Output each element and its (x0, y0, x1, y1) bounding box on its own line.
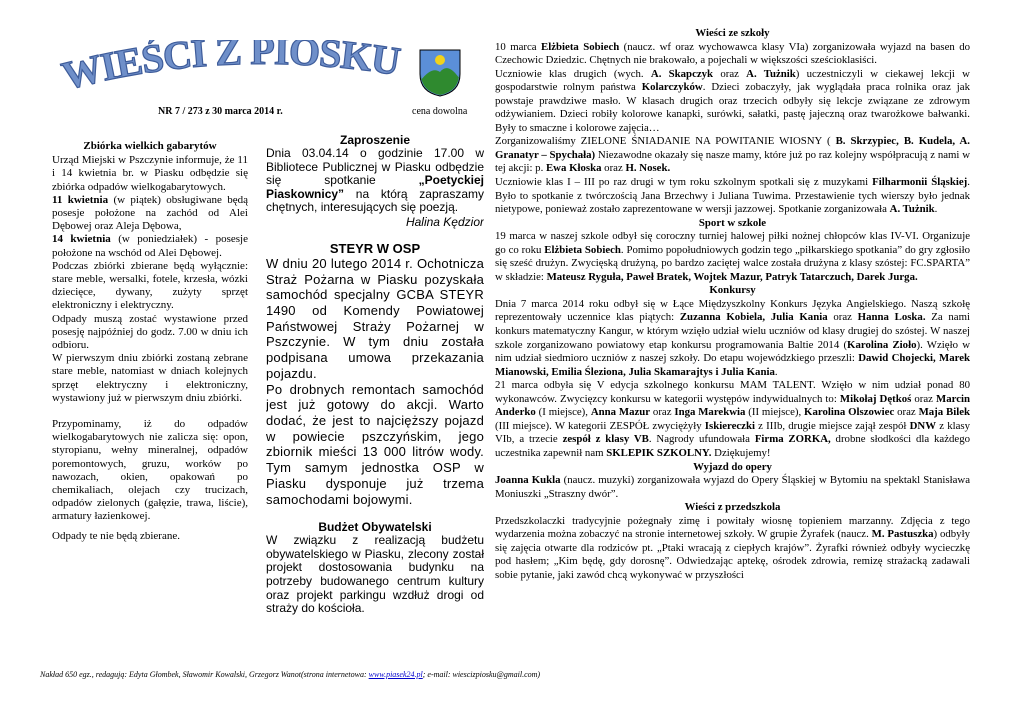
collection-paragraph: Urząd Miejski w Pszczynie informuje, że 11 i 14 kwietnia br. w Piasku odbędzie się zbiórka odpadów wielkogabarytowych. (52, 154, 248, 193)
kindergarten-paragraph: Przedszkolaczki tradycyjnie pożegnały zimę i powitały wiosnę topieniem marzanny. Zdjęcia z tego wydarzenia można zobaczyć na stronie internetowej szkoły. W grupie Żyrafek (naucz. M. Pastuszka) odbyły się zajęcia otwarte dla rodziców pt. „Ptaki wracają z ciepłych krajów”. Żyrafki również odbyły wycieczkę pod hasłem; „Kim będę, gdy dorosnę”. Odwiedzając aptekę, ośrodek zdrowia, remizę strażacką zadawali sobie pytanie, jaki zawód chcą wykonywać w przyszłości (495, 514, 970, 581)
school-paragraph: Zorganizowaliśmy ZIELONE ŚNIADANIE NA POWITANIE WIOSNY ( B. Skrzypiec, B. Kudela, A. Granatyr – Spychała) Niezawodne okazały się nasze mamy, które już po raz kolejny współpracują z nami w tej akcji: p. Ewa Kłoska oraz H. Nosek. (495, 135, 970, 175)
collection-paragraph: 11 kwietnia (w piątek) obsługiwane będą posesje położone na zachód od Alei Dębowej oraz Aleja Dębowa, (52, 193, 248, 233)
footer-credits: Nakład 650 egz., redagują: Edyta Głombek, Sławomir Kowalski, Grzegorz Wanot(strona internetowa: (40, 670, 369, 679)
sport-heading: Sport w szkole (698, 216, 767, 229)
contest-paragraph: 21 marca odbyła się V edycja szkolnego konkursu MAM TALENT. Wzięło w nim udział ponad 80 wykonawców. Zwycięzcy konkursu w kategorii występów indywidualnych to: Mikołaj Dętkoś oraz Marcin Anderko (I miejsce), Anna Mazur oraz Inga Marekwia (II miejsce), Karolina Olszowiec oraz Maja Bilek (III miejsce). W kategorii ZESPÓŁ zwyciężyły Iskiereczki z IIIb, drugie miejsce zajął zespół DNW z klasy VIb, a trzecie zespół z klasy VB. Nagrody ufundowała Firma ZORKA, drobne słodkości dla każdego uczestnika zapewnił nam SKLEPIK SZKOLNY. Dziękujemy! (495, 379, 970, 459)
school-paragraph: Uczniowie klas I – III po raz drugi w tym roku szkolnym spotkali się z muzykami Filharmonii Śląskiej. Było to spotkanie z twórczością Jana Brzechwy i Juliana Tuwima. Przestawienie tych wierszy było jednak nietypowe, ponieważ zostało zaprezentowane w wersji jazzowej. Spotkanie zorganizowała A. Tużnik. (495, 176, 970, 216)
right-column (495, 27, 970, 669)
steyr-heading: STEYR W OSP (329, 240, 421, 256)
footer-email: ; e-mail: wiescizpiosku@gmail.com) (422, 670, 541, 679)
steyr-text: Po drobnych remontach samochód jest już gotowy do akcji. Warto dodać, że jest to najcięższy pojazd w powiecie pszczyńskim, jego zbiornik mieści 13 000 litrów wody. Tym samym jednostka OSP w Piasku dysponuje już trzema samochodami bojowymi. (266, 381, 484, 507)
middle-column (266, 133, 484, 623)
masthead-title: WIEŚCI Z PIOSKU (58, 40, 403, 99)
collection-paragraph: 14 kwietnia (w poniedziałek) - posesje położone na wschód od Alei Dębowej. (52, 233, 248, 259)
budget-heading: Budżet Obywatelski (318, 520, 432, 535)
price-label: cena dowolna (412, 106, 468, 117)
masthead (58, 40, 413, 110)
invitation-heading: Zaproszenie (339, 133, 411, 147)
collection-paragraph: Odpady muszą zostać wystawione przed posesję najpóźniej do godz. 7.00 w dniu ich odbioru. (52, 312, 248, 352)
school-paragraph: Uczniowie klas drugich (wych. A. Skapczyk oraz A. Tużnik) uczestniczyli w ciekawej lekcji w gospodarstwie rolnym państwa Kolarczyków. Dzieci zobaczyły, jak wyglądała praca rolnika oraz jak powstaje prawdziwe masło. W klasach drugich oraz trzecich odbyły się lekcje związane ze zdrowym odżywianiem. Dzieci robiły kolorowe kanapki, surówki, sałatki, pastę jajeczną oraz twarożkowe bałwanki. Były to smaczne i kolorowe zajęcia… (495, 67, 970, 134)
contest-paragraph: Dnia 7 marca 2014 roku odbył się w Łące Międzyszkolny Konkurs Języka Angielskiego. Naszą szkołę reprezentowały uczennice klas piątych: Zuzanna Kobiela, Julia Kania oraz Hanna Loska. Za nami konkurs matematyczny Kangur, w którym wzięło udział wielu uczniów od klasy drugiej do szóstej. W naszej szkole zorganizowano powiatowy etap konkursu programowania Baltie 2014 (Karolina Zioło). Wzięło w nim udział siedmioro uczniów z naszej szkoły. Do etapu wojewódzkiego przeszli: Dawid Chojecki, Marek Mianowski, Emilia Śleziona, Julia Skamarajtys i Julia Kania. (495, 297, 970, 378)
left-column (52, 140, 248, 610)
footer (40, 670, 540, 679)
contest-heading: Konkursy (709, 284, 756, 297)
opera-heading: Wyjazd do opery (693, 460, 772, 473)
invitation-text: Dnia 03.04.14 o godzinie 17.00 w Bibliotece Publicznej w Piasku odbędzie się spotkanie „Poetyckiej Piaskownicy” na którą zapraszamy chętnych, interesujących się poezją. (266, 146, 484, 215)
budget-text: W związku z realizacją budżetu obywatelskiego w Piasku, zlecony został projekt dostosowania budynku na potrzeby budowanego centrum kultury oraz projekt parkingu wzdłuż drogi od straży do kościoła. (266, 533, 484, 616)
website-link[interactable]: www.piasek24.pl (368, 670, 423, 679)
collection-paragraph: W pierwszym dniu zbiórki zostaną zebrane stare meble, natomiast w dniach kolejnych sprzęt elektryczny i elektroniczny, wystawiony już w pierwszym dniu zbiórki. (52, 352, 248, 404)
collection-paragraph: Odpady te nie będą zbierane. (52, 529, 180, 542)
school-heading: Wieści ze szkoły (695, 27, 770, 39)
crest-icon (418, 48, 462, 98)
collection-heading: Zbiórka wielkich gabarytów (83, 140, 217, 152)
school-paragraph: 10 marca Elżbieta Sobiech (naucz. wf oraz wychowawca klasy VIa) zorganizowała wyjazd na basen do Czechowic Dziedzic. Chętnych nie brakowało, a pojechali w większości sześcioklasiści. (495, 40, 970, 67)
sport-paragraph: 19 marca w naszej szkole odbył się coroczny turniej halowej piłki nożnej chłopców klas IV-VI. Organizuje go co roku Elżbieta Sobiech. Pomimo popołudniowych godzin tego „piłkarskiego spotkania” do gry zgłosiło się sześć drużyn. Zwycięską drużyną, po bardzo zaciętej walce została drużyna z klasy szóstej: FC.SPARTA” w składzie: Mateusz Ryguła, Paweł Bratek, Wojtek Mazur, Patryk Tatarczuch, Darek Jurga. (495, 230, 970, 283)
kindergarten-heading: Wieści z przedszkola (684, 501, 781, 514)
collection-paragraph: Podczas zbiórki zbierane będą wyłącznie: stare meble, wersalki, fotele, krzesła, wózki dziecięce, dywany, zużyty sprzęt elektroniczny i elektryczny. (52, 259, 248, 312)
issue-number: NR 7 / 273 z 30 marca 2014 r. (158, 106, 283, 117)
collection-paragraph: Przypominamy, iż do odpadów wielkogabarytowych nie zalicza się: opon, styropianu, wełny mineralnej, odpadów poremontowych, gruzu, worków po nawozach, okien, opakowań po chemikaliach, olejach czy trucizach, odpadów zielonych (gałęzie, trawa, liście), armatury łazienkowej. (52, 418, 248, 523)
steyr-text: W dniu 20 lutego 2014 r. Ochotnicza Straż Pożarna w Piasku pozyskała samochód specjalny GCBA STEYR 1490 od Komendy Powiatowej Państwowej Straży Pożarnej w Pszczynie. W tym dniu została podpisana umowa przekazania pojazdu. (266, 255, 484, 381)
invitation-signature: Halina Kędzior (405, 214, 484, 229)
masthead-logo (58, 40, 413, 110)
opera-paragraph: Joanna Kukla (naucz. muzyki) zorganizowała wyjazd do Opery Śląskiej w Bytomiu na spektakl Stanisława Moniuszki „Straszny dwór”. (495, 474, 970, 500)
